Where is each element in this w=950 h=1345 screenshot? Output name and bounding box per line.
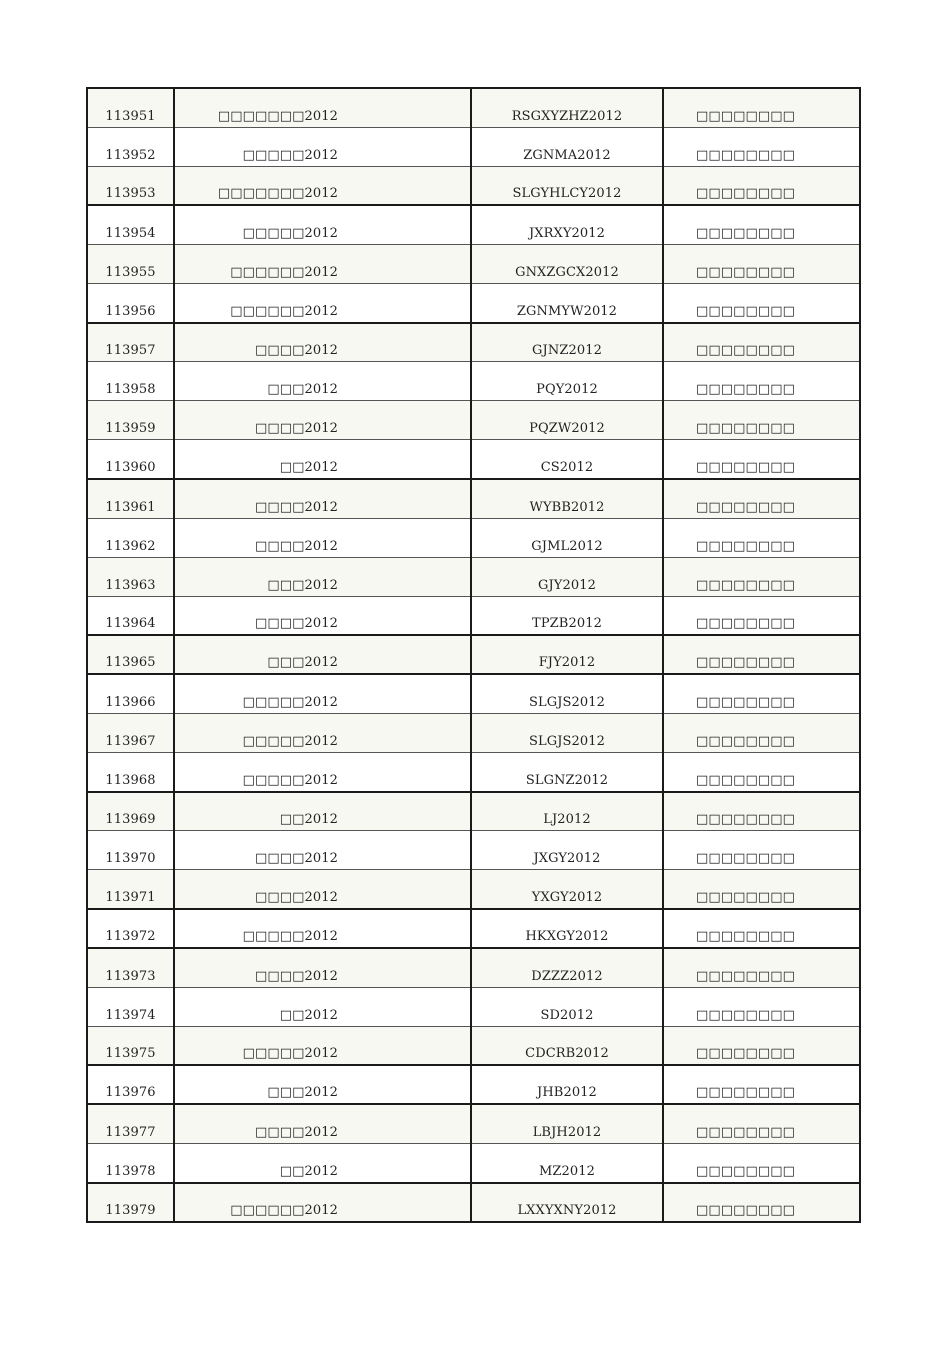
row-name: □□□□□2012 [174, 127, 471, 166]
row-code: GNXZGCX2012 [471, 244, 663, 283]
row-name: □□□2012 [174, 1065, 471, 1104]
row-id: 113973 [87, 948, 174, 987]
row-name: □□□□2012 [174, 518, 471, 557]
row-id: 113962 [87, 518, 174, 557]
row-note: □□□□□□□□ [663, 870, 860, 909]
row-note: □□□□□□□□ [663, 362, 860, 401]
row-id: 113975 [87, 1026, 174, 1065]
row-id: 113972 [87, 909, 174, 948]
row-note: □□□□□□□□ [663, 283, 860, 322]
row-note: □□□□□□□□ [663, 401, 860, 440]
row-note: □□□□□□□□ [663, 753, 860, 792]
row-code: SD2012 [471, 987, 663, 1026]
row-code: WYBB2012 [471, 479, 663, 518]
row-note: □□□□□□□□ [663, 596, 860, 635]
row-name: □□□□□□2012 [174, 1183, 471, 1222]
row-code: ZGNMA2012 [471, 127, 663, 166]
row-name: □□□2012 [174, 557, 471, 596]
row-id: 113977 [87, 1104, 174, 1143]
row-code: JXRXY2012 [471, 205, 663, 244]
row-note: □□□□□□□□ [663, 166, 860, 205]
row-note: □□□□□□□□ [663, 440, 860, 479]
table-row [87, 1183, 860, 1222]
row-name: □□□□□2012 [174, 909, 471, 948]
row-name: □□□□□2012 [174, 1026, 471, 1065]
row-id: 113954 [87, 205, 174, 244]
table-row [87, 88, 860, 127]
row-note: □□□□□□□□ [663, 127, 860, 166]
table-row [87, 596, 860, 635]
row-note: □□□□□□□□ [663, 1183, 860, 1222]
row-note: □□□□□□□□ [663, 909, 860, 948]
table-row [87, 440, 860, 479]
row-note: □□□□□□□□ [663, 714, 860, 753]
row-code: ZGNMYW2012 [471, 283, 663, 322]
row-note: □□□□□□□□ [663, 479, 860, 518]
row-code: FJY2012 [471, 635, 663, 674]
table-row [87, 166, 860, 205]
row-id: 113960 [87, 440, 174, 479]
table-body [87, 88, 860, 1222]
row-code: SLGYHLCY2012 [471, 166, 663, 205]
row-name: □□□□□□2012 [174, 244, 471, 283]
table-row [87, 557, 860, 596]
table-row [87, 518, 860, 557]
row-id: 113955 [87, 244, 174, 283]
row-code: JHB2012 [471, 1065, 663, 1104]
row-name: □□□2012 [174, 362, 471, 401]
row-name: □□2012 [174, 440, 471, 479]
row-id: 113959 [87, 401, 174, 440]
row-note: □□□□□□□□ [663, 948, 860, 987]
table-row [87, 714, 860, 753]
row-id: 113976 [87, 1065, 174, 1104]
row-name: □□□□2012 [174, 596, 471, 635]
data-table [86, 87, 861, 1223]
row-id: 113970 [87, 831, 174, 870]
row-code: LJ2012 [471, 792, 663, 831]
row-id: 113967 [87, 714, 174, 753]
row-name: □□□□2012 [174, 1104, 471, 1143]
row-name: □□2012 [174, 1144, 471, 1183]
row-note: □□□□□□□□ [663, 557, 860, 596]
row-code: SLGJS2012 [471, 674, 663, 713]
table-row [87, 674, 860, 713]
row-code: GJML2012 [471, 518, 663, 557]
row-note: □□□□□□□□ [663, 1026, 860, 1065]
row-id: 113952 [87, 127, 174, 166]
table-row [87, 479, 860, 518]
row-id: 113971 [87, 870, 174, 909]
row-note: □□□□□□□□ [663, 674, 860, 713]
table-row [87, 1026, 860, 1065]
row-name: □□2012 [174, 987, 471, 1026]
table-row [87, 244, 860, 283]
row-name: □□□□□□2012 [174, 283, 471, 322]
row-code: SLGJS2012 [471, 714, 663, 753]
row-code: GJY2012 [471, 557, 663, 596]
row-id: 113953 [87, 166, 174, 205]
row-id: 113958 [87, 362, 174, 401]
row-note: □□□□□□□□ [663, 987, 860, 1026]
table-row [87, 1065, 860, 1104]
row-code: GJNZ2012 [471, 323, 663, 362]
table-row [87, 127, 860, 166]
row-code: HKXGY2012 [471, 909, 663, 948]
table-row [87, 831, 860, 870]
row-id: 113957 [87, 323, 174, 362]
row-id: 113956 [87, 283, 174, 322]
table-row [87, 1144, 860, 1183]
row-name: □□□□2012 [174, 831, 471, 870]
row-note: □□□□□□□□ [663, 635, 860, 674]
row-code: PQY2012 [471, 362, 663, 401]
row-name: □□□□□2012 [174, 205, 471, 244]
row-id: 113979 [87, 1183, 174, 1222]
table-row [87, 987, 860, 1026]
table-row [87, 205, 860, 244]
row-code: LXXYXNY2012 [471, 1183, 663, 1222]
row-name: □□□□2012 [174, 948, 471, 987]
row-name: □□□□□2012 [174, 674, 471, 713]
row-name: □□□2012 [174, 635, 471, 674]
row-note: □□□□□□□□ [663, 244, 860, 283]
table-row [87, 362, 860, 401]
row-name: □□2012 [174, 792, 471, 831]
row-note: □□□□□□□□ [663, 88, 860, 127]
row-code: TPZB2012 [471, 596, 663, 635]
row-note: □□□□□□□□ [663, 1065, 860, 1104]
row-note: □□□□□□□□ [663, 831, 860, 870]
row-note: □□□□□□□□ [663, 1104, 860, 1143]
table-row [87, 753, 860, 792]
row-name: □□□□□□□2012 [174, 166, 471, 205]
table-row [87, 870, 860, 909]
row-id: 113961 [87, 479, 174, 518]
row-id: 113964 [87, 596, 174, 635]
row-name: □□□□2012 [174, 401, 471, 440]
row-id: 113966 [87, 674, 174, 713]
row-note: □□□□□□□□ [663, 1144, 860, 1183]
row-name: □□□□2012 [174, 870, 471, 909]
row-name: □□□□□□□2012 [174, 88, 471, 127]
row-code: CDCRB2012 [471, 1026, 663, 1065]
table-row [87, 909, 860, 948]
row-code: PQZW2012 [471, 401, 663, 440]
row-code: CS2012 [471, 440, 663, 479]
row-code: YXGY2012 [471, 870, 663, 909]
row-id: 113965 [87, 635, 174, 674]
row-name: □□□□□2012 [174, 753, 471, 792]
row-code: JXGY2012 [471, 831, 663, 870]
table-row [87, 635, 860, 674]
row-id: 113974 [87, 987, 174, 1026]
table-row [87, 401, 860, 440]
table-row [87, 792, 860, 831]
row-note: □□□□□□□□ [663, 792, 860, 831]
row-note: □□□□□□□□ [663, 205, 860, 244]
row-id: 113969 [87, 792, 174, 831]
row-code: LBJH2012 [471, 1104, 663, 1143]
table-row [87, 948, 860, 987]
row-id: 113978 [87, 1144, 174, 1183]
row-code: SLGNZ2012 [471, 753, 663, 792]
row-note: □□□□□□□□ [663, 323, 860, 362]
row-code: RSGXYZHZ2012 [471, 88, 663, 127]
row-name: □□□□□2012 [174, 714, 471, 753]
table-row [87, 283, 860, 322]
row-note: □□□□□□□□ [663, 518, 860, 557]
row-id: 113963 [87, 557, 174, 596]
row-code: DZZZ2012 [471, 948, 663, 987]
row-code: MZ2012 [471, 1144, 663, 1183]
table-row [87, 1104, 860, 1143]
row-name: □□□□2012 [174, 323, 471, 362]
row-id: 113968 [87, 753, 174, 792]
row-id: 113951 [87, 88, 174, 127]
row-name: □□□□2012 [174, 479, 471, 518]
table-row [87, 323, 860, 362]
